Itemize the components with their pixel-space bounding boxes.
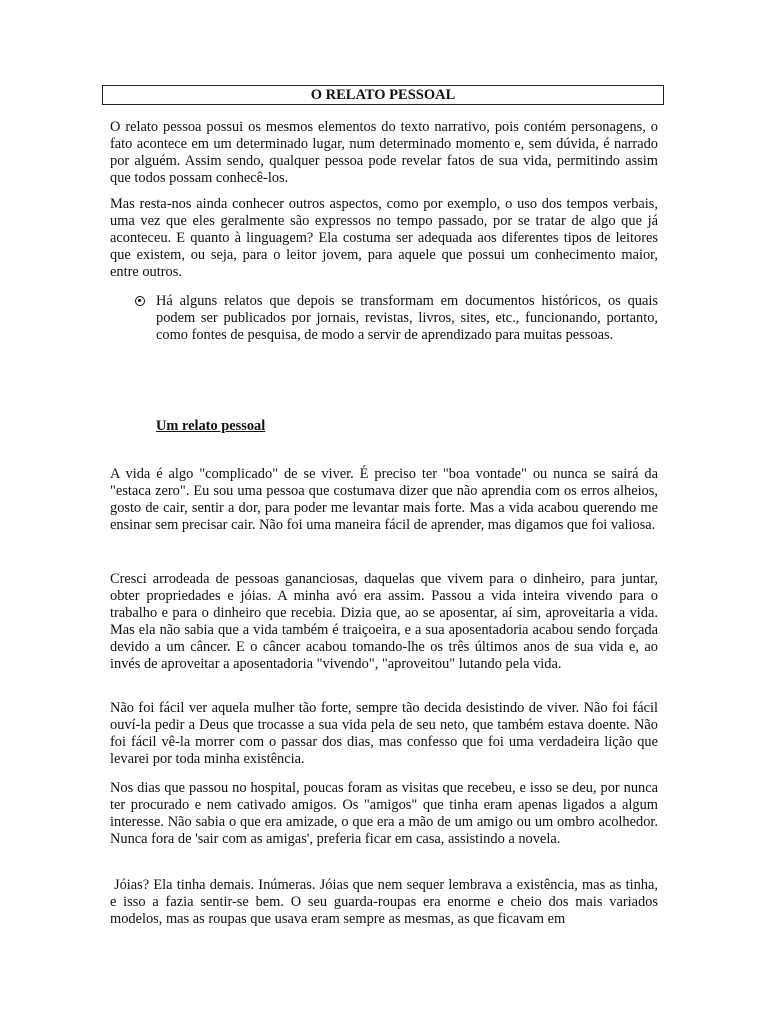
intro-paragraph-2: Mas resta-nos ainda conhecer outros aspectos, como por exemplo, o uso dos tempos verbais, uma vez que eles geralmente são expressos no tempo passado, por se tratar de algo que já aconteceu. E quanto à linguagem? Ela costuma ser adequada aos diferentes tipos de leitores que existem, ou seja, para o leitor jovem, para aquele que possui um conhecimento maior, entre outros.	[110, 196, 658, 281]
story-paragraph-5: Jóias? Ela tinha demais. Inúmeras. Jóias que nem sequer lembrava a existência, mas as tinha, e isso a fazia sentir-se bem. O seu guarda-roupas era enorme e cheio dos mais variados modelos, mas as roupas que usava eram sempre as mesmas, as que ficavam em	[110, 877, 658, 928]
intro-paragraph-1: O relato pessoa possui os mesmos elementos do texto narrativo, pois contém personagens, o fato acontece em um determinado lugar, num determinado momento e, sem dúvida, é narrado por alguém. Assim sendo, qualquer pessoa pode revelar fatos de sua vida, permitindo assim que todos possam conhecê-los.	[110, 119, 658, 187]
document-title: O RELATO PESSOAL	[102, 85, 664, 105]
story-paragraph-3: Não foi fácil ver aquela mulher tão forte, sempre tão decida desistindo de viver. Não foi fácil ouví-la pedir a Deus que trocasse a sua vida pela de seu neto, que também estava doente. Não foi fácil vê-la morrer com o passar dos dias, mas confesso que foi uma verdadeira lição que levarei por toda minha existência.	[110, 700, 658, 768]
story-paragraph-1: A vida é algo "complicado" de se viver. É preciso ter "boa vontade" ou nunca se sairá da "estaca zero". Eu sou uma pessoa que costumava dizer que não aprendia com os erros alheios, gosto de cair, sentir a dor, para poder me levantar mais forte. Mas a vida acabou querendo me ensinar sem precisar cair. Não foi uma maneira fácil de aprender, mas digamos que foi valiosa.	[110, 466, 658, 534]
section-subheading: Um relato pessoal	[156, 418, 266, 434]
story-paragraph-2: Cresci arrodeada de pessoas gananciosas, daquelas que vivem para o dinheiro, para juntar, obter propriedades e jóias. A minha avó era assim. Passou a vida inteira vivendo para o trabalho e para o dinheiro que recebia. Dizia que, ao se aposentar, aí sim, aproveitaria a vida. Mas ela não sabia que a vida também é traiçoeira, e a sua aposentadoria acabou sendo forçada devido a um câncer. E o câncer acabou tomando-lhe os três últimos anos de sua vida e, ao invés de aproveitar a aposentadoria "vivendo", "aproveitou" lutando pela vida.	[110, 571, 658, 673]
story-paragraph-4: Nos dias que passou no hospital, poucas foram as visitas que recebeu, e isso se deu, por nunca ter procurado e nem cativado amigos. Os "amigos" que tinha eram apenas ligados a algum interesse. Não sabia o que era amizade, o que era a mão de um amigo ou um ombro acolhedor. Nunca fora de 'sair com as amigas', preferia ficar em casa, assistindo a novela.	[110, 780, 658, 848]
bullet-text: Há alguns relatos que depois se transformam em documentos históricos, os quais podem ser publicados por jornais, revistas, livros, sites, etc., funcionando, portanto, como fontes de pesquisa, de modo a servir de aprendizado para muitas pessoas.	[156, 293, 658, 344]
radio-bullet-icon	[135, 296, 145, 306]
